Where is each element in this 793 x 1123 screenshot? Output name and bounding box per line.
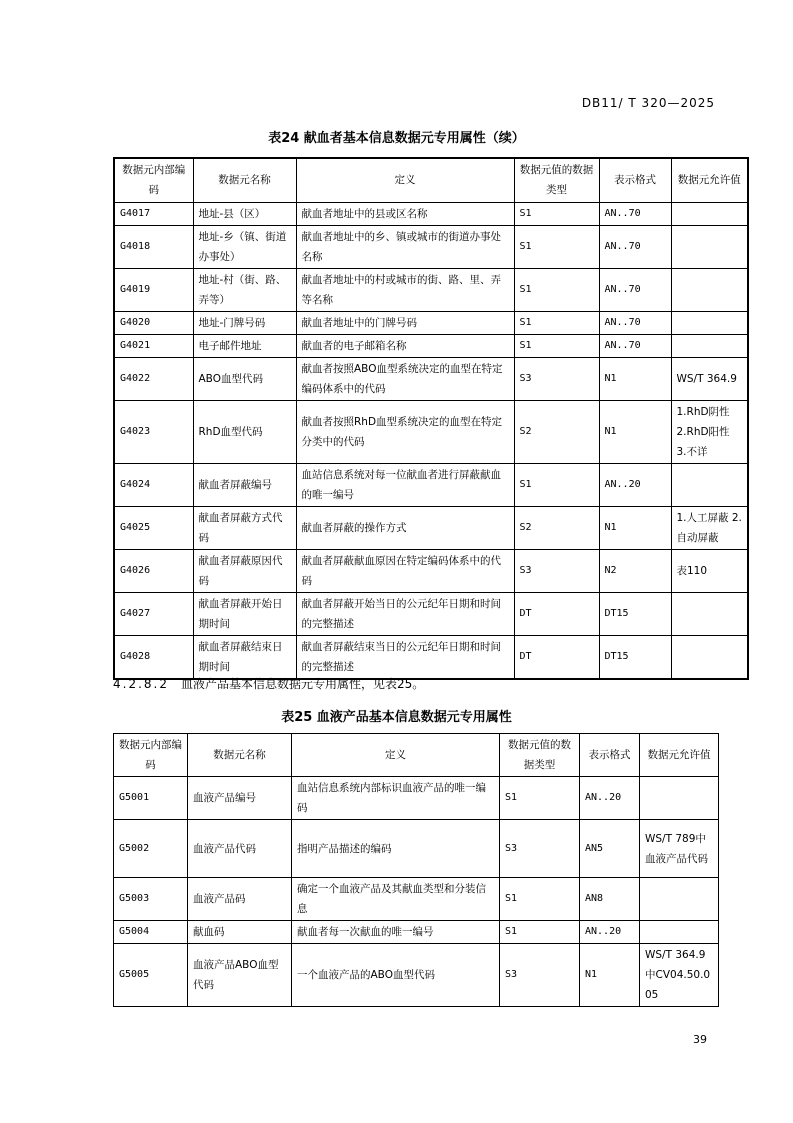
cell-format: AN..70: [599, 311, 671, 334]
cell-code: G5001: [114, 777, 188, 820]
cell-name: 地址-村（街、路、弄等）: [193, 268, 296, 311]
table-row: [114, 268, 748, 311]
cell-definition: 献血者按照RhD血型系统决定的血型在特定分类中的代码: [296, 400, 514, 463]
cell-code: G4017: [114, 202, 193, 225]
cell-name: 血液产品码: [188, 878, 292, 921]
cell-datatype: S3: [514, 357, 599, 400]
cell-datatype: DT: [514, 635, 599, 679]
cell-definition: 献血者的电子邮箱名称: [296, 334, 514, 357]
cell-format: N1: [599, 506, 671, 549]
table24-header-definition: 定义: [296, 158, 514, 202]
cell-code: G5003: [114, 878, 188, 921]
cell-allowed: [640, 921, 719, 944]
cell-datatype: S1: [514, 268, 599, 311]
cell-code: G4024: [114, 463, 193, 506]
cell-format: N1: [580, 944, 640, 1007]
cell-datatype: S2: [514, 400, 599, 463]
table25-header-code: 数据元内部编码: [114, 734, 188, 777]
cell-format: AN..20: [580, 921, 640, 944]
table25-header-allowed: 数据元允许值: [640, 734, 719, 777]
section-note: [113, 675, 424, 692]
table-row: [114, 944, 719, 1007]
cell-format: AN5: [580, 820, 640, 878]
cell-datatype: DT: [514, 592, 599, 635]
cell-name: 献血者屏蔽原因代码: [193, 549, 296, 592]
cell-name: 献血者屏蔽结束日期时间: [193, 635, 296, 679]
cell-definition: 献血者地址中的村或城市的街、路、里、弄等名称: [296, 268, 514, 311]
cell-code: G5004: [114, 921, 188, 944]
cell-definition: 献血者屏蔽开始当日的公元纪年日期和时间的完整描述: [296, 592, 514, 635]
cell-format: AN..20: [599, 463, 671, 506]
cell-name: 地址-乡（镇、街道办事处）: [193, 225, 296, 268]
cell-datatype: S2: [514, 506, 599, 549]
table25-header-name: 数据元名称: [188, 734, 292, 777]
cell-name: 血液产品ABO血型代码: [188, 944, 292, 1007]
cell-name: RhD血型代码: [193, 400, 296, 463]
cell-allowed: 1.RhD阴性 2.RhD阳性 3.不详: [671, 400, 748, 463]
cell-datatype: S1: [514, 334, 599, 357]
cell-allowed: [671, 592, 748, 635]
cell-name: 献血者屏蔽编号: [193, 463, 296, 506]
table-row: [114, 311, 748, 334]
cell-datatype: S3: [514, 549, 599, 592]
cell-datatype: S1: [514, 202, 599, 225]
table-row: [114, 921, 719, 944]
cell-format: AN..70: [599, 202, 671, 225]
table-row: [114, 463, 748, 506]
cell-definition: 血站信息系统内部标识血液产品的唯一编码: [292, 777, 500, 820]
table-row: [114, 225, 748, 268]
table24-header-datatype: 数据元值的数据类型: [514, 158, 599, 202]
cell-code: G4023: [114, 400, 193, 463]
table24-header-name: 数据元名称: [193, 158, 296, 202]
cell-datatype: S3: [500, 944, 580, 1007]
table-row: [114, 878, 719, 921]
table24-header-allowed: 数据元允许值: [671, 158, 748, 202]
table24-caption: 表24 献血者基本信息数据元专用属性（续）: [268, 131, 525, 146]
cell-definition: 献血者按照ABO血型系统决定的血型在特定编码体系中的代码: [296, 357, 514, 400]
page-number: 39: [693, 1033, 707, 1046]
cell-code: G4026: [114, 549, 193, 592]
cell-definition: 献血者每一次献血的唯一编号: [292, 921, 500, 944]
cell-allowed: 1.人工屏蔽 2.自动屏蔽: [671, 506, 748, 549]
doc-code-header: DB11/ T 320—2025: [581, 96, 715, 110]
cell-allowed: WS/T 789中血液产品代码: [640, 820, 719, 878]
cell-format: AN..70: [599, 225, 671, 268]
cell-format: N1: [599, 357, 671, 400]
cell-code: G4022: [114, 357, 193, 400]
cell-code: G4019: [114, 268, 193, 311]
cell-code: G4020: [114, 311, 193, 334]
cell-name: 献血码: [188, 921, 292, 944]
table24-header-format: 表示格式: [599, 158, 671, 202]
cell-datatype: S1: [500, 777, 580, 820]
cell-definition: 献血者屏蔽的操作方式: [296, 506, 514, 549]
cell-name: 地址-门牌号码: [193, 311, 296, 334]
cell-format: DT15: [599, 592, 671, 635]
section-number: 4.2.8.2: [113, 677, 169, 691]
table-row: [114, 506, 748, 549]
cell-datatype: S1: [514, 463, 599, 506]
cell-allowed: [671, 635, 748, 679]
cell-format: N1: [599, 400, 671, 463]
cell-allowed: [671, 311, 748, 334]
cell-name: 献血者屏蔽开始日期时间: [193, 592, 296, 635]
cell-datatype: S1: [514, 225, 599, 268]
cell-allowed: [671, 463, 748, 506]
cell-datatype: S1: [500, 878, 580, 921]
cell-allowed: WS/T 364.9中CV04.50.005: [640, 944, 719, 1007]
cell-code: G4025: [114, 506, 193, 549]
table-row: [114, 334, 748, 357]
cell-allowed: WS/T 364.9: [671, 357, 748, 400]
cell-definition: 献血者屏蔽结束当日的公元纪年日期和时间的完整描述: [296, 635, 514, 679]
table-row: [114, 202, 748, 225]
cell-name: 血液产品编号: [188, 777, 292, 820]
cell-code: G4028: [114, 635, 193, 679]
cell-definition: 确定一个血液产品及其献血类型和分装信息: [292, 878, 500, 921]
table25-header-definition: 定义: [292, 734, 500, 777]
table25-header-datatype: 数据元值的数据类型: [500, 734, 580, 777]
cell-format: AN8: [580, 878, 640, 921]
table25-header-format: 表示格式: [580, 734, 640, 777]
table25: [113, 733, 719, 1007]
table-row: [114, 777, 719, 820]
cell-name: 血液产品代码: [188, 820, 292, 878]
cell-definition: 献血者屏蔽献血原因在特定编码体系中的代码: [296, 549, 514, 592]
cell-datatype: S1: [514, 311, 599, 334]
cell-definition: 指明产品描述的编码: [292, 820, 500, 878]
table-row: [114, 549, 748, 592]
table-row: [114, 400, 748, 463]
cell-allowed: [671, 334, 748, 357]
table-row: [114, 592, 748, 635]
cell-datatype: S1: [500, 921, 580, 944]
cell-allowed: [671, 202, 748, 225]
table-row: [114, 357, 748, 400]
cell-datatype: S3: [500, 820, 580, 878]
cell-format: AN..20: [580, 777, 640, 820]
cell-format: AN..70: [599, 334, 671, 357]
cell-allowed: [671, 225, 748, 268]
cell-definition: 献血者地址中的乡、镇或城市的街道办事处名称: [296, 225, 514, 268]
table-row: [114, 820, 719, 878]
cell-definition: 一个血液产品的ABO血型代码: [292, 944, 500, 1007]
cell-allowed: [671, 268, 748, 311]
cell-code: G4018: [114, 225, 193, 268]
cell-code: G4021: [114, 334, 193, 357]
table24: [113, 157, 749, 680]
cell-name: 地址-县（区）: [193, 202, 296, 225]
cell-name: ABO血型代码: [193, 357, 296, 400]
section-text: 血液产品基本信息数据元专用属性，见表25。: [180, 677, 425, 691]
cell-format: DT15: [599, 635, 671, 679]
cell-name: 献血者屏蔽方式代码: [193, 506, 296, 549]
cell-definition: 献血者地址中的县或区名称: [296, 202, 514, 225]
cell-definition: 献血者地址中的门牌号码: [296, 311, 514, 334]
cell-name: 电子邮件地址: [193, 334, 296, 357]
cell-allowed: [640, 878, 719, 921]
cell-code: G5005: [114, 944, 188, 1007]
cell-format: AN..70: [599, 268, 671, 311]
cell-code: G5002: [114, 820, 188, 878]
cell-allowed: [640, 777, 719, 820]
cell-format: N2: [599, 549, 671, 592]
table-row: [114, 635, 748, 679]
cell-definition: 血站信息系统对每一位献血者进行屏蔽献血的唯一编号: [296, 463, 514, 506]
cell-allowed: 表110: [671, 549, 748, 592]
table24-header-code: 数据元内部编码: [114, 158, 193, 202]
cell-code: G4027: [114, 592, 193, 635]
table25-caption: 表25 血液产品基本信息数据元专用属性: [281, 710, 512, 725]
